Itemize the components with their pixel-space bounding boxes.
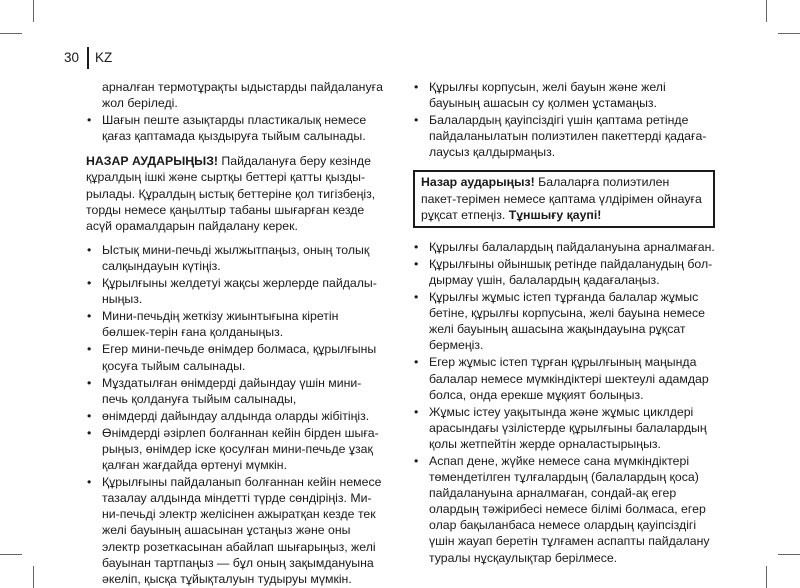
crop-mark	[0, 554, 22, 555]
list-item-text: Ыстық мини-печьді жылжытпаңыз, оның толық салқындауын күтіңіз.	[102, 242, 370, 273]
list-item-text: Мини-печьдің жеткізу жиынтығына кіретін бөлшек-терін ғана қолданыңыз.	[102, 309, 339, 340]
list-item	[413, 404, 715, 452]
list-item-text: Құрылғы балалардың пайдалануына арналмаған.	[429, 239, 715, 254]
bullet-icon: •	[414, 404, 419, 419]
bullet-icon: •	[414, 453, 419, 468]
warning-title: НАЗАР АУДАРЫҢЫЗ!	[86, 154, 218, 169]
bullet-icon: •	[87, 425, 92, 440]
crop-mark	[778, 554, 800, 555]
list-item	[413, 453, 715, 566]
page-number: 30	[64, 50, 80, 65]
bullet-icon: •	[414, 256, 419, 271]
list-item-text: Егер мини-печьде өнімдер болмаса, құрылғыны қосуға тыйым салынады.	[102, 342, 377, 373]
list-item-text: Балалардың қауіпсіздігі үшін қаптама ретінде пайдаланылатын полиэтилен пакеттерді қадаға-лаусыз қалдырмаңыз.	[429, 113, 707, 160]
bullet-icon: •	[414, 80, 419, 94]
bullet-icon: •	[414, 355, 419, 370]
left-column	[86, 79, 386, 588]
bullet-icon: •	[87, 408, 92, 423]
crop-mark	[766, 566, 767, 588]
warning-box-text: Балаларға полиэтилен пакет-терімен немесе қаптама үлдірімен ойнауға рұқсат етпеңіз.	[421, 175, 702, 222]
list-item-text: Құрылғыны ойыншық ретінде пайдаланудың бол-дырмау үшін, балалардың қадағалаңыз.	[429, 256, 713, 287]
list-item-text: Құрылғы жұмыс істеп тұрғанда балалар жұмыс бетіне, құрылғы корпусына, желі бауына немесе желі бауының ашасына жақындауына рұқсат бермеңіз.	[429, 290, 705, 353]
list-item-text: Құрылғы корпусын, желі бауын және желі бауының ашасын су қолмен ұстамаңыз.	[429, 80, 666, 111]
list-item-text: Егер жұмыс істеп тұрған құрылғының маңында балалар немесе мүмкіндіктері шектеулі адамдар болса, онда ерекше мұқият болыңыз.	[429, 355, 709, 402]
list-item-text: Аспап дене, жүйке немесе сана мүмкіндіктері төмендетілген тұлғалардың (балалардың қоса) пайдалануына арналмаған, сондай-ақ егер олардың тәжірибесі немесе білімі болмаса, егер олар бақыланбаса немесе олардың қауіпсіздігі үшін жауап беретін тұлғамен аспапты пайдалану туралы нұсқаулықтар берілмесе.	[429, 453, 710, 565]
bullet-icon: •	[414, 239, 419, 254]
list-item-text: өнімдерді дайындау алдында оларды жібітіңіз.	[102, 408, 370, 423]
list-item	[86, 275, 386, 307]
bullet-icon: •	[414, 290, 419, 305]
list-item	[413, 112, 715, 160]
list-item-text: Мұздатылған өнімдерді дайындау үшін мини-печь қолдануға тыйым салынады,	[102, 375, 362, 406]
list-item	[86, 242, 386, 274]
list-item	[86, 425, 386, 473]
list-item	[86, 474, 386, 587]
list-item	[413, 239, 715, 255]
bullet-icon: •	[87, 309, 92, 324]
crop-mark	[0, 33, 22, 34]
bullet-icon: •	[414, 113, 419, 128]
crop-mark	[778, 33, 800, 34]
warning-box-strong: Тұншығу қаупі!	[508, 207, 602, 222]
list-item	[86, 112, 386, 144]
crop-mark	[33, 0, 34, 22]
crop-mark	[33, 566, 34, 588]
list-item-text: Шағын пеште азықтарды пластикалық немесе қағаз қаптамада қыздыруға тыйым салынады.	[102, 113, 367, 144]
warning-box-title: Назар аударыңыз!	[421, 175, 535, 190]
list-item	[86, 341, 386, 373]
language-code: KZ	[95, 50, 113, 65]
list-item	[413, 79, 715, 111]
warning-box	[413, 170, 715, 227]
list-item-text: Өнімдерді әзірлеп болғаннан кейін бірден шыға-рыңыз, өнімдер іске қосулған мини-печьде ұзақ қалған жағдайда өртенуі мүмкін.	[102, 425, 379, 473]
list-item	[413, 256, 715, 288]
list-item	[86, 408, 386, 424]
continued-text: арналған термотұрақты ыдыстарды пайдалануға жол беріледі.	[102, 80, 383, 111]
list-item	[413, 289, 715, 353]
warning-text: Пайдалануға беру кезінде құралдың ішкі және сыртқы беттері қатты қызды-рылады. Құралдың ыстық беттеріне қол тигізбеңіз, торды немесе қаңылтыр табаны шығарған кезде асүй орамалдарын пайдалану керек.	[86, 154, 376, 233]
right-column	[413, 79, 715, 567]
bullet-icon: •	[87, 375, 92, 390]
list-item-text: Жұмыс істеу уақытында және жұмыс циклдері арасындағы үзілістерде құрылғыны балалардың қолы жетпейтін жерде орналастырыңыз.	[429, 404, 707, 451]
crop-mark	[766, 0, 767, 22]
list-item	[413, 354, 715, 402]
bullet-icon: •	[87, 342, 92, 357]
list-item-text: Құрылғыны пайдаланып болғаннан кейін немесе тазалау алдында міндетті түрде сөндіріңіз. Ми-ни-печьді электр желісінен ажыратқан кезде тек желі бауының ашасынан ұстаңыз және оны электр розеткасынан абайлап шығарыңыз, желі бауынан тартпаңыз — бұл оның зақымдануына әкеліп, қысқа тұйықталуын тудыруы мүмкін.	[102, 475, 382, 586]
bullet-icon: •	[87, 113, 92, 128]
warning-paragraph	[86, 153, 386, 233]
list-item	[86, 308, 386, 340]
bullet-icon: •	[87, 242, 92, 257]
header-divider	[87, 47, 89, 69]
bullet-icon: •	[87, 276, 92, 291]
bullet-icon: •	[87, 475, 92, 490]
list-item-text: Құрылғыны желдетуі жақсы жерлерде пайдалы-ныңыз.	[102, 276, 377, 307]
list-item	[86, 375, 386, 407]
